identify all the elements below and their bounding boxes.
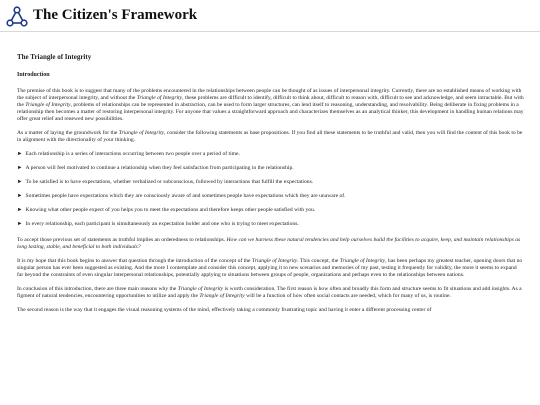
list-item: ► Each relationship is a series of interactions occurring between two people over a period of time. bbox=[17, 151, 240, 157]
article bbox=[17, 53, 524, 321]
bullet-icon: ► bbox=[17, 221, 23, 227]
paragraph-conclusion: In conclusion of this introduction, there are three main reasons why the Triangle of Integrity is worth consideration. The first reason is how often and broadly this form and structure seems to fit situations and add insights. As a figment of natural tendencies, encountering opportunities to utilize and apply the Triangle of Integrity will be a function of how often social contacts are needed, which for many of us, is routine. bbox=[17, 286, 522, 299]
bullet-icon: ► bbox=[17, 151, 23, 157]
triangle-nodes-icon[interactable] bbox=[6, 6, 28, 28]
paragraph-second-reason: The second reason is the way that it engages the visual reasoning systems of the mind, effectively taking a commonly frustrating topic and having it enter a different processing center of bbox=[17, 307, 432, 313]
section-heading: Introduction bbox=[17, 72, 50, 78]
list-item: ► A person will feel motivated to continue a relationship when they feel satisfaction from participating in the relationship. bbox=[17, 165, 294, 171]
paragraph-orderedness: To accept those previous set of statements as truthful implies an orderedness to relationships. How can we harness these natural tendencies and help ourselves build the facilities to acquire, keep, and maintain relationships as long lasting, stable, and beneficial to both individuals? bbox=[17, 237, 521, 250]
list-item: ► In every relationship, each participant is simultaneously an expectation holder and one who is trying to meet expectations. bbox=[17, 221, 299, 227]
list-item: ► Sometimes people have expectations which they are consciously aware of and sometimes people have expectations which they are unaware of. bbox=[17, 193, 346, 199]
list-item: ► To be satisfied is to have expectations, whether verbalized or subconscious, followed by interactions that fulfill the expectations. bbox=[17, 179, 314, 185]
site-header bbox=[0, 0, 540, 32]
paragraph-groundwork: As a matter of laying the groundwork for the Triangle of Integrity, consider the following statements as base propositions. If you find all these statements to be truthful and valid, then you will find the content of this book to be in alignment with the directionality of your thinking. bbox=[17, 130, 523, 143]
bullet-icon: ► bbox=[17, 207, 23, 213]
paragraph-premise: The premise of this book is to suggest that many of the problems encountered in the relationships between people can be thought of as issues of interpersonal integrity. Currently, there are no established means of working with the subject of interpersonal integrity, and without the Triangle of Integrity, these problems are difficult to identify, difficult to think about, difficult to reason with, difficult to see and acknowledge, and seem intractable. But with the Triangle of Integrity, problems of relationships can be represented in abstraction, can be used to form larger structures, can lend itself to reasoning, understanding, and resolvability. Being deliberate in fixing problems in a relationship then becomes a matter of restoring interpersonal integrity. For anyone that values a straightforward approach and characterizes themselves as an analytical thinker, this development in handling human relations may offer great relief and renewed new possibilities. bbox=[17, 88, 524, 122]
list-item: ► Knowing what other people expect of you helps you to meet the expectations and therefore keeps other people satisfied with you. bbox=[17, 207, 316, 213]
bullet-icon: ► bbox=[17, 179, 23, 185]
article-title: The Triangle of Integrity bbox=[17, 53, 92, 61]
paragraph-hope: It is my hope that this book begins to answer that question through the introduction of the concept of the Triangle of Integrity. This concept, the Triangle of Integrity, has been perhaps my greatest teacher, opening doors that no singular person has ever been suggested as existing. And the more I contemplate and consider this concept, applying it to new scenarios and memories of my past, testing it frequently for validity, the more it seems to expand far beyond the constraints of even singular interpersonal relationships, potentially applying to situations between groups of people, organizations and perhaps even to the relationships between nations. bbox=[17, 258, 523, 278]
bullet-icon: ► bbox=[17, 165, 23, 171]
bullet-icon: ► bbox=[17, 193, 23, 199]
site-title[interactable]: The Citizen's Framework bbox=[33, 7, 198, 23]
